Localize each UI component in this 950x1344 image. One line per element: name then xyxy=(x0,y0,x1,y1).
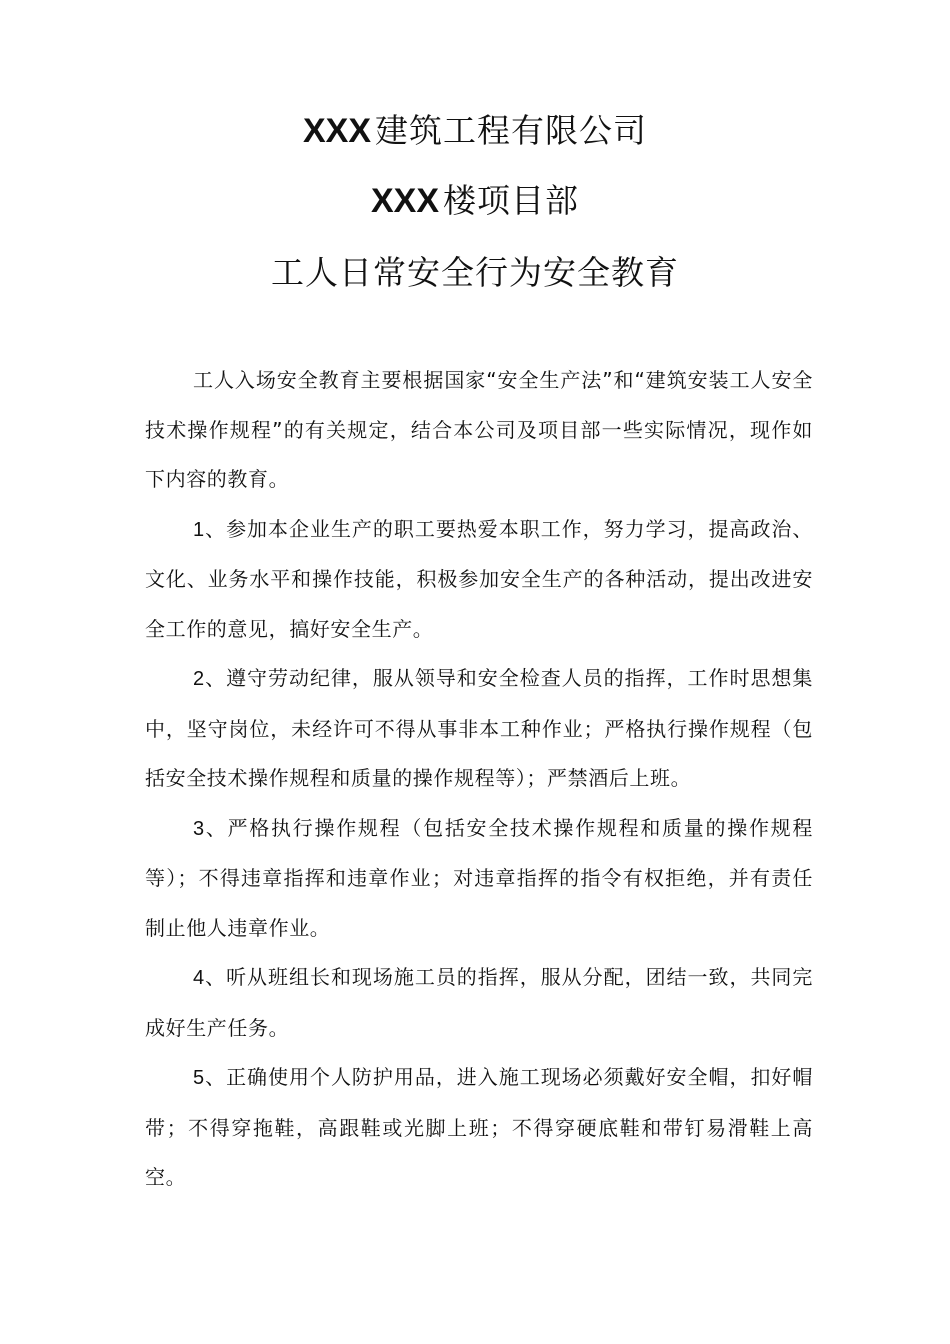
item-number: 1 xyxy=(193,518,205,541)
item-text: 、听从班组长和现场施工员的指挥，服从分配，团结一致，共同完成好生产任务。 xyxy=(145,965,813,1040)
item-text: 、正确使用个人防护用品，进入施工现场必须戴好安全帽，扣好帽带；不得穿拖鞋，高跟鞋或光脚上班；不得穿硬底鞋和带钉易滑鞋上高空。 xyxy=(145,1065,813,1189)
company-name: 建筑工程有限公司 xyxy=(375,111,648,150)
project-title xyxy=(0,181,950,221)
item-number: 4 xyxy=(193,967,205,989)
list-item xyxy=(145,953,813,1053)
list-item xyxy=(145,804,813,954)
project-name: 楼项目部 xyxy=(443,181,580,220)
list-item xyxy=(145,505,813,655)
item-text: 、参加本企业生产的职工要热爱本职工作，努力学习，提高政治、文化、业务水平和操作技能，积极参加安全生产的各种活动，提出改进安全工作的意见，搞好安全生产。 xyxy=(145,516,813,641)
item-text: 、严格执行操作规程（包括安全技术操作规程和质量的操作规程等）；不得违章指挥和违章作业；对违章指挥的指令有权拒绝，并有责任制止他人违章作业。 xyxy=(145,815,813,940)
item-text: 、遵守劳动纪律，服从领导和安全检查人员的指挥，工作时思想集中，坚守岗位，未经许可不得从事非本工种作业；严格执行操作规程（包括安全技术操作规程和质量的操作规程等）；严禁酒后上班。 xyxy=(145,666,813,790)
item-number: 2 xyxy=(193,668,205,690)
company-prefix: XXX xyxy=(302,112,372,150)
document-body xyxy=(145,356,813,1203)
document-title: 工人日常安全行为安全教育 xyxy=(271,253,679,292)
project-prefix: XXX xyxy=(370,182,440,220)
item-number: 5 xyxy=(193,1067,205,1089)
company-title xyxy=(0,111,950,151)
intro-paragraph: 工人入场安全教育主要根据国家“安全生产法”和“建筑安装工人安全技术操作规程”的有关规定，结合本公司及项目部一些实际情况，现作如下内容的教育。 xyxy=(145,368,813,491)
list-item xyxy=(145,654,813,804)
list-item xyxy=(145,1053,813,1203)
item-number: 3 xyxy=(193,817,205,840)
